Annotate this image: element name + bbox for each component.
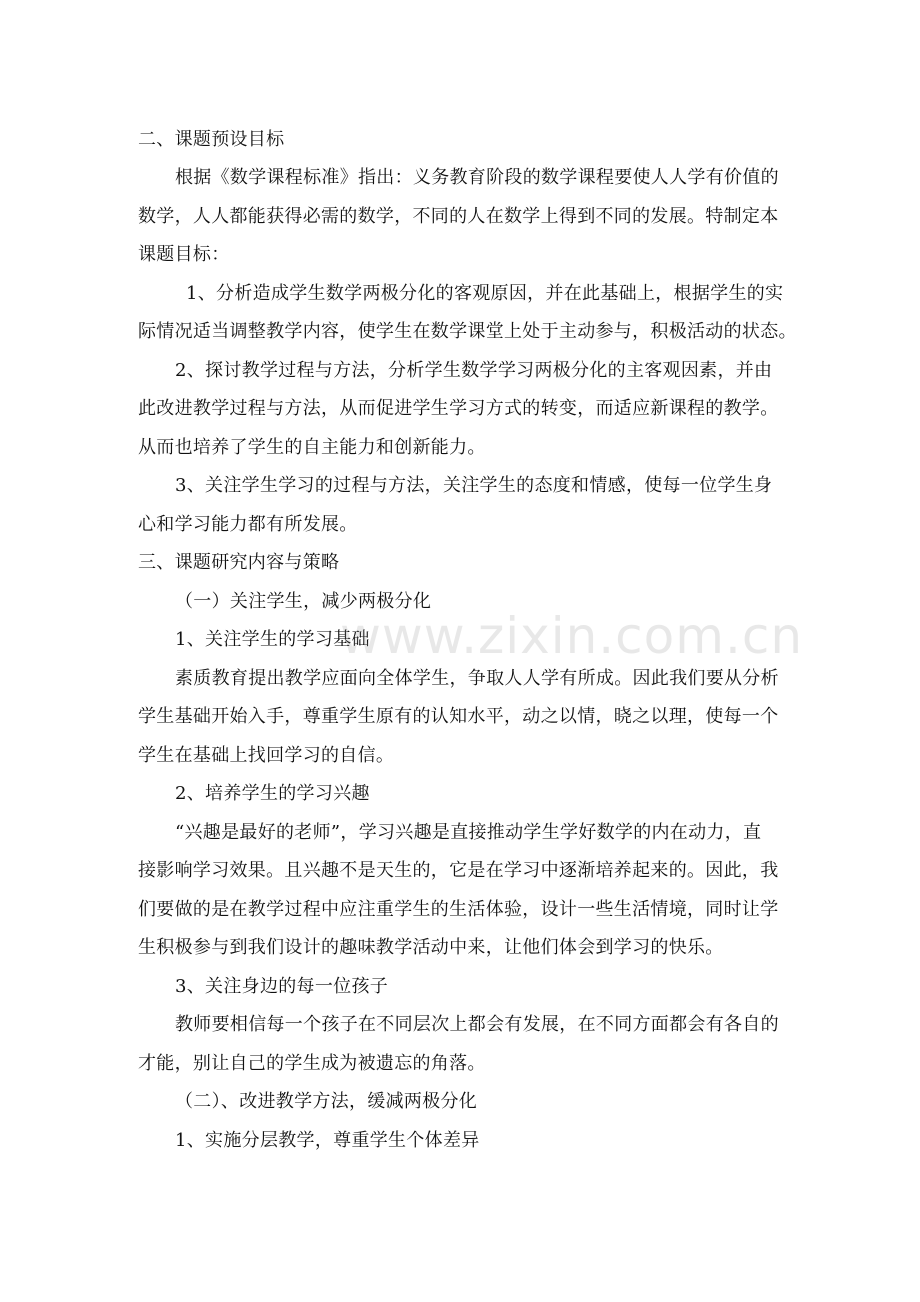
section-heading-2: 二、课题预设目标 xyxy=(138,129,285,150)
watermark: www.zixin.com.cn xyxy=(340,607,804,665)
paragraph-line: 学生基础开始入手，尊重学生原有的认知水平，动之以情，晓之以理，使每一个 xyxy=(138,706,779,727)
paragraph-line: 生积极参与到我们设计的趣味教学活动中来，让他们体会到学习的快乐。 xyxy=(138,937,724,958)
item-heading: 3、关注身边的每一位孩子 xyxy=(175,976,389,997)
item-heading: 2、培养学生的学习兴趣 xyxy=(175,783,370,804)
paragraph-line: 根据《数学课程标准》指出：义务教育阶段的数学课程要使人人学有价值的 xyxy=(175,167,779,188)
paragraph-line: 学生在基础上找回学习的自信。 xyxy=(138,745,395,766)
paragraph-line: 们要做的是在教学过程中应注重学生的生活体验，设计一些生活情境，同时让学 xyxy=(138,899,779,920)
item-heading: 1、关注学生的学习基础 xyxy=(175,629,370,650)
paragraph-line: 从而也培养了学生的自主能力和创新能力。 xyxy=(138,437,486,458)
paragraph-line: 此改进教学过程与方法，从而促进学生学习方式的转变，而适应新课程的教学。 xyxy=(138,398,779,419)
paragraph-line: 接影响学习效果。且兴趣不是天生的，它是在学习中逐渐培养起来的。因此，我 xyxy=(138,860,779,881)
paragraph-line: 际情况适当调整教学内容，使学生在数学课堂上处于主动参与，积极活动的状态。 xyxy=(138,321,797,342)
subsection-heading-1: （一）关注学生，减少两极分化 xyxy=(175,591,432,612)
paragraph-line: 心和学习能力都有所发展。 xyxy=(138,514,358,535)
paragraph-line: “兴趣是最好的老师”，学习兴趣是直接推动学生学好数学的内在动力，直 xyxy=(175,822,762,843)
list-item-3: 3、关注学生学习的过程与方法，关注学生的态度和情感，使每一位学生身 xyxy=(175,475,773,496)
paragraph-line: 课题目标： xyxy=(138,244,230,265)
list-item-2: 2、探讨教学过程与方法，分析学生数学学习两极分化的主客观因素，并由 xyxy=(175,360,773,381)
section-heading-3: 三、课题研究内容与策略 xyxy=(138,552,340,573)
paragraph-line: 数学，人人都能获得必需的数学，不同的人在数学上得到不同的发展。特制定本 xyxy=(138,206,779,227)
paragraph-line: 才能，别让自己的学生成为被遗忘的角落。 xyxy=(138,1053,486,1074)
list-item-1: 1、分析造成学生数学两极分化的客观原因，并在此基础上，根据学生的实 xyxy=(186,283,784,304)
item-heading: 1、实施分层教学，尊重学生个体差异 xyxy=(175,1130,480,1151)
paragraph-line: 素质教育提出教学应面向全体学生，争取人人学有所成。因此我们要从分析 xyxy=(175,668,779,689)
subsection-heading-2: （二）、改进教学方法，缓减两极分化 xyxy=(175,1091,478,1112)
paragraph-line: 教师要相信每一个孩子在不同层次上都会有发展，在不同方面都会有各自的 xyxy=(175,1014,779,1035)
